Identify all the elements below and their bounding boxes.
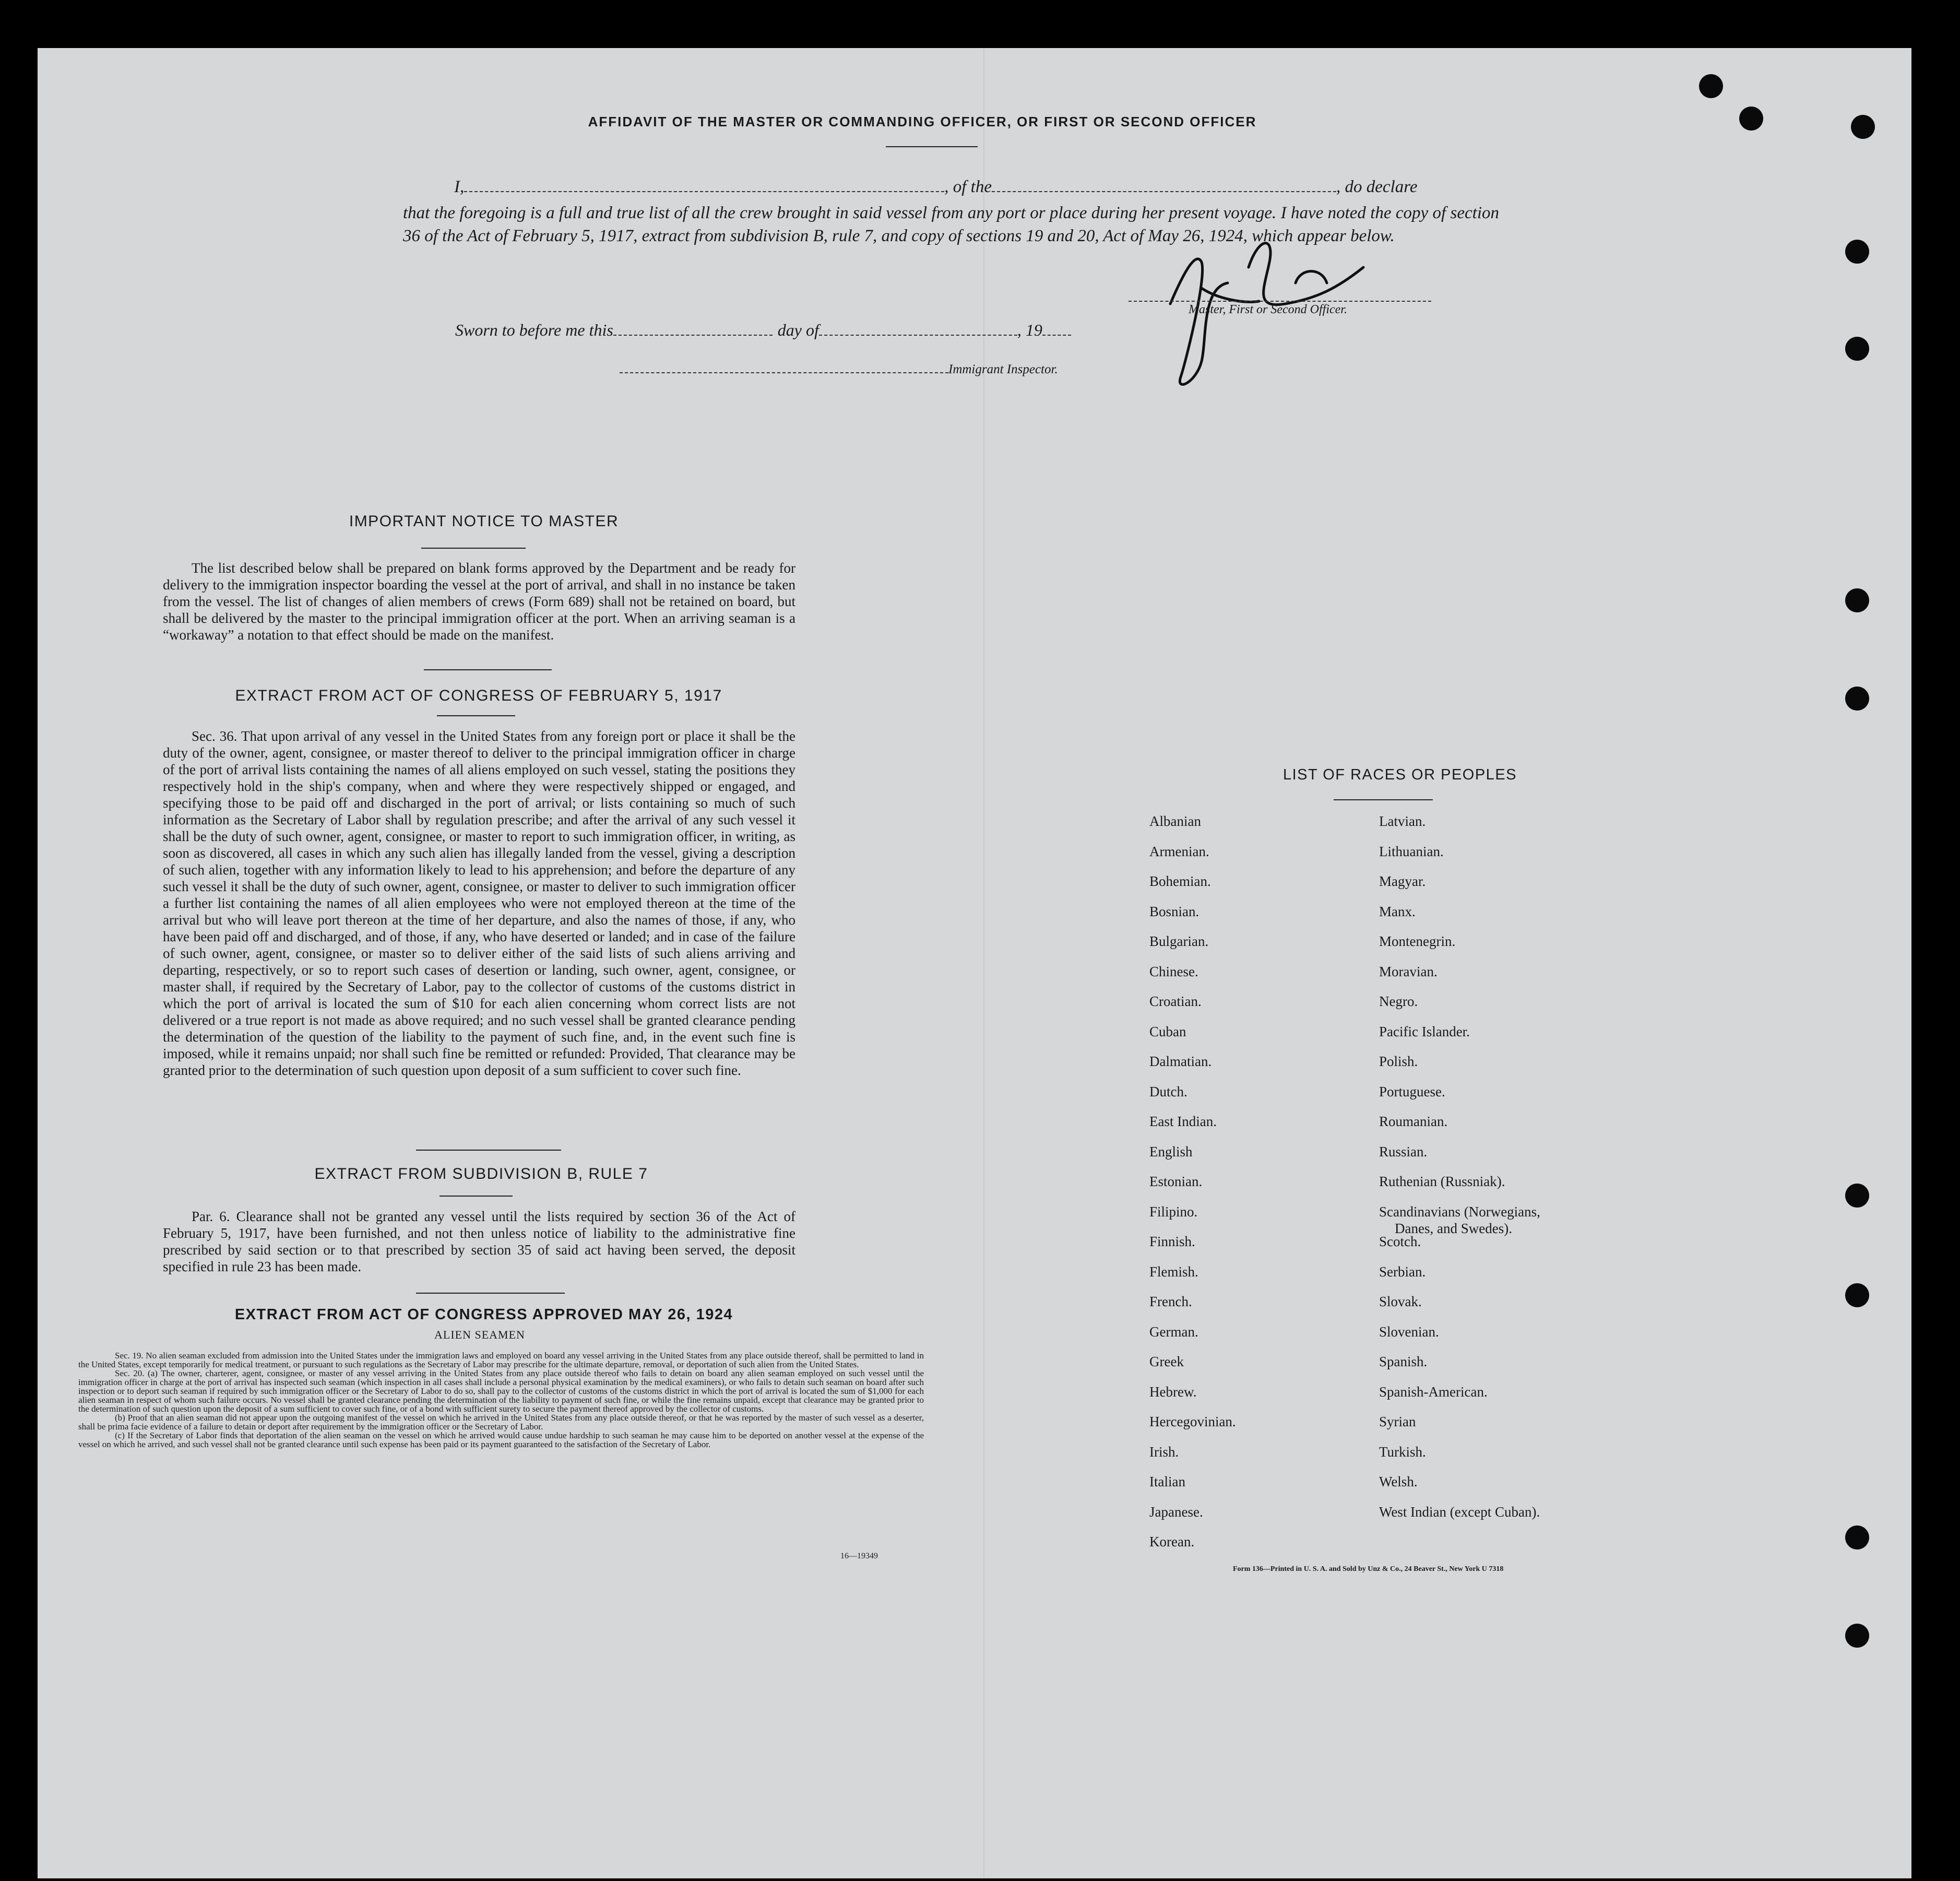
- race-item: Slovak.: [1379, 1294, 1422, 1309]
- sec-19-text: Sec. 19. No alien seaman excluded from admission into the United States under the immigration laws and employed on board any vessel arriving in the United States from any place outside thereof, shall be permitted to land in the United States, except temporarily for medical treatment, or pursuant to such regulations as the Secretary of Labor may prescribe for the ultimate departure, removal, or deportation of such alien from the United States.: [78, 1351, 924, 1369]
- extract-1917-title: EXTRACT FROM ACT OF CONGRESS OF FEBRUARY 5, 1917: [235, 687, 722, 704]
- race-item: Korean.: [1149, 1534, 1195, 1549]
- race-item: Pacific Islander.: [1379, 1023, 1470, 1039]
- form-code: 16—19349: [840, 1552, 878, 1560]
- sec-20a-text: Sec. 20. (a) The owner, charterer, agent, consignee, or master of any vessel arriving in the United States from any place outside thereof who fails to detain on board any alien seaman employed on such vessel until the immigration officer in charge at the port of arrival has inspected such seaman (which inspection in all cases shall include a personal physical examination by the medical examiners), or who fails to detain such seaman on board after such inspection or to deport such seaman if required by such immigration officer or the Secretary of Labor to do so, shall pay to the collector of customs of the customs district in which the port of arrival is located the sum of $1,000 for each alien seaman in respect of whom such failure occurs. No vessel shall be granted clearance pending the determination of the liability to payment of such fine, or while the fine remains unpaid, except that clearance may be granted prior to the determination of such question upon the deposit of a sum sufficient to cover such fine, or of a bond with sufficient surety to secure the payment thereof approved by the collector of customs.: [78, 1368, 924, 1414]
- race-item: Bulgarian.: [1149, 933, 1209, 949]
- race-item: Armenian.: [1149, 843, 1209, 859]
- year-label: , 19: [1017, 321, 1042, 339]
- notice-text: The list described below shall be prepared on blank forms approved by the Department and be ready for delivery to the immigration inspector boarding the vessel at the port of arrival, and shall in no instance be taken from the vessel. The list of changes of alien members of crews (Form 689) shall not be retained on board, but shall be delivered by the master to the principal immigration officer at the port. When an arriving seaman is a “workaway” a notation to that effect should be made on the manifest.: [163, 560, 795, 643]
- race-item: Scotch.: [1379, 1234, 1421, 1249]
- race-item: Finnish.: [1149, 1234, 1195, 1249]
- race-item: Polish.: [1379, 1054, 1418, 1069]
- race-item: Flemish.: [1149, 1263, 1198, 1280]
- sec-20c-text: (c) If the Secretary of Labor finds that deportation of the alien seaman on the vessel on which he arrived would cause undue hardship to such seaman he may cause him to be deported on another vessel at the expense of the vessel on which he arrived, and such vessel shall not be granted clearance until such expense has been paid or its payment guaranteed to the satisfaction of the Secretary of Labor.: [78, 1430, 924, 1449]
- race-item: Latvian.: [1379, 813, 1426, 829]
- race-item: Irish.: [1149, 1444, 1179, 1460]
- race-item: Danes, and Swedes).: [1395, 1220, 1512, 1236]
- race-item: Roumanian.: [1379, 1114, 1448, 1129]
- race-item: Croatian.: [1149, 993, 1202, 1009]
- race-item: German.: [1149, 1323, 1198, 1340]
- race-item: Lithuanian.: [1379, 843, 1444, 859]
- form-note: Form 136—Printed in U. S. A. and Sold by Unz & Co., 24 Beaver St., New York U 7318: [1233, 1565, 1504, 1573]
- race-item: Portuguese.: [1379, 1083, 1445, 1099]
- sworn-label: Sworn to before me this: [455, 321, 613, 339]
- i-label: I,: [454, 178, 465, 196]
- affidavit-title: AFFIDAVIT OF THE MASTER OR COMMANDING OFFICER, OR FIRST OR SECOND OFFICER: [588, 114, 1257, 129]
- race-item: Chinese.: [1149, 963, 1198, 979]
- extract-1917-text: Sec. 36. That upon arrival of any vessel in the United States from any foreign port or place it shall be the duty of the owner, agent, consignee, or master thereof to deliver to the principal immigration officer in charge of the port of arrival lists containing the names of all aliens employed on such vessel, stating the positions they respectively hold in the ship's company, when and where they were respectively shipped or engaged, and specifying those to be paid off and discharged in the port of arrival; or lists containing so much of such information as the Secretary of Labor shall by regulation prescribe; and after the arrival of any such vessel it shall be the duty of such owner, agent, consignee, or master to report to such immigration officer, in writing, as soon as discovered, all cases in which any such alien has illegally landed from the vessel, giving a description of such alien, together with any information likely to lead to his apprehension; and before the departure of any such vessel it shall be the duty of such owner, agent, consignee, or master to deliver to such immigration officer a further list containing the names of all alien employees who were not employed thereon at the time of the arrival but who will leave port thereon at the time of her departure, and also the names of those, if any, who have been paid off and discharged, and of those, if any, who have deserted or landed; and in case of the failure of such owner, agent, consignee, or master so to deliver either of the said lists of such aliens arriving and departing, respectively, or so to report such cases of desertion or landing, such owner, agent, consignee, or master shall, if required by the Secretary of Labor, pay to the collector of customs of the customs district in which the port of arrival is located the sum of $10 for each alien concerning whom correct lists are not delivered or a true report is not made as above required; and no such vessel shall be granted clearance pending the determination of the question of the liability to the payment of such fine, and, in the event such fine is imposed, while it remains unpaid; nor shall such fine be remitted or refunded: Provided, That clearance may be granted prior to the determination of such question upon deposit of a sum sufficient to cover such fine.: [163, 728, 795, 1078]
- race-item: Dalmatian.: [1149, 1054, 1212, 1069]
- race-item: Estonian.: [1149, 1174, 1203, 1189]
- race-item: Bosnian.: [1149, 903, 1199, 919]
- race-item: Serbian.: [1379, 1263, 1426, 1280]
- race-item: Bohemian.: [1149, 873, 1211, 889]
- races-right-column: [1379, 813, 1744, 1596]
- race-item: Italian: [1149, 1474, 1185, 1489]
- races-list: [38, 48, 1911, 1878]
- race-item: Dutch.: [1149, 1083, 1187, 1099]
- race-item: Spanish.: [1379, 1354, 1428, 1369]
- sec-20b-text: (b) Proof that an alien seaman did not appear upon the outgoing manifest of the vessel on which he arrived in the United States from any place outside thereof, or that he was reported by the master of such vessel as a deserter, shall be prima facie evidence of a failure to detain or deport after requirement by the immigration officer or the Secretary of Labor.: [78, 1413, 924, 1432]
- race-item: Turkish.: [1379, 1444, 1426, 1460]
- race-item: Syrian: [1379, 1414, 1416, 1429]
- race-item: Japanese.: [1149, 1504, 1203, 1520]
- signature-caption: Master, First or Second Officer.: [1189, 303, 1347, 316]
- race-item: Montenegrin.: [1379, 933, 1456, 949]
- race-item: Spanish-American.: [1379, 1383, 1488, 1400]
- races-left-column: [1149, 813, 1358, 1596]
- extract-rule7-text: Par. 6. Clearance shall not be granted any vessel until the lists required by section 36 of the Act of February 5, 1917, have been furnished, and not then unless notice of liability to the administrative fine prescribed by said section or to that prescribed by section 35 of said act having been served, the deposit specified in rule 23 has been made.: [163, 1209, 795, 1274]
- declaration-text: that the foregoing is a full and true list of all the crew brought in said vessel from any port or place during her present voyage. I have noted the copy of section 36 of the Act of February 5, 1917, extract from subdivision B, rule 7, and copy of sections 19 and 20, Act of May 26, 1924, which appear below.: [403, 204, 1499, 245]
- extract-1924-subtitle: ALIEN SEAMEN: [434, 1328, 525, 1341]
- race-item: Albanian: [1149, 813, 1201, 829]
- race-item: Filipino.: [1149, 1203, 1198, 1220]
- race-item: Slovenian.: [1379, 1323, 1439, 1340]
- race-item: Magyar.: [1379, 873, 1426, 889]
- race-item: West Indian (except Cuban).: [1379, 1504, 1540, 1520]
- race-item: Hercegovinian.: [1149, 1414, 1236, 1429]
- race-item: Russian.: [1379, 1143, 1428, 1160]
- race-item: English: [1149, 1143, 1193, 1160]
- races-title: LIST OF RACES OR PEOPLES: [1282, 766, 1517, 783]
- race-item: Welsh.: [1379, 1474, 1418, 1489]
- race-item: Greek: [1149, 1354, 1184, 1369]
- race-item: Cuban: [1149, 1023, 1186, 1039]
- inspector-caption: Immigrant Inspector.: [948, 362, 1058, 376]
- do-declare-label: , do declare: [1336, 178, 1418, 196]
- race-item: French.: [1149, 1294, 1192, 1309]
- race-item: Moravian.: [1379, 963, 1438, 979]
- race-item: East Indian.: [1149, 1114, 1217, 1129]
- of-the-label: , of the: [944, 178, 992, 196]
- race-item: Hebrew.: [1149, 1383, 1197, 1400]
- document-page: [38, 48, 1911, 1878]
- notice-title: IMPORTANT NOTICE TO MASTER: [349, 513, 619, 530]
- race-item: Negro.: [1379, 993, 1418, 1009]
- race-item: Manx.: [1379, 903, 1416, 919]
- extract-1924-title: EXTRACT FROM ACT OF CONGRESS APPROVED MAY 26, 1924: [234, 1306, 733, 1323]
- race-item: Scandinavians (Norwegians,: [1379, 1203, 1540, 1220]
- race-item: Ruthenian (Russniak).: [1379, 1174, 1505, 1189]
- extract-rule7-title: EXTRACT FROM SUBDIVISION B, RULE 7: [314, 1165, 648, 1182]
- day-of-label: day of: [777, 321, 819, 339]
